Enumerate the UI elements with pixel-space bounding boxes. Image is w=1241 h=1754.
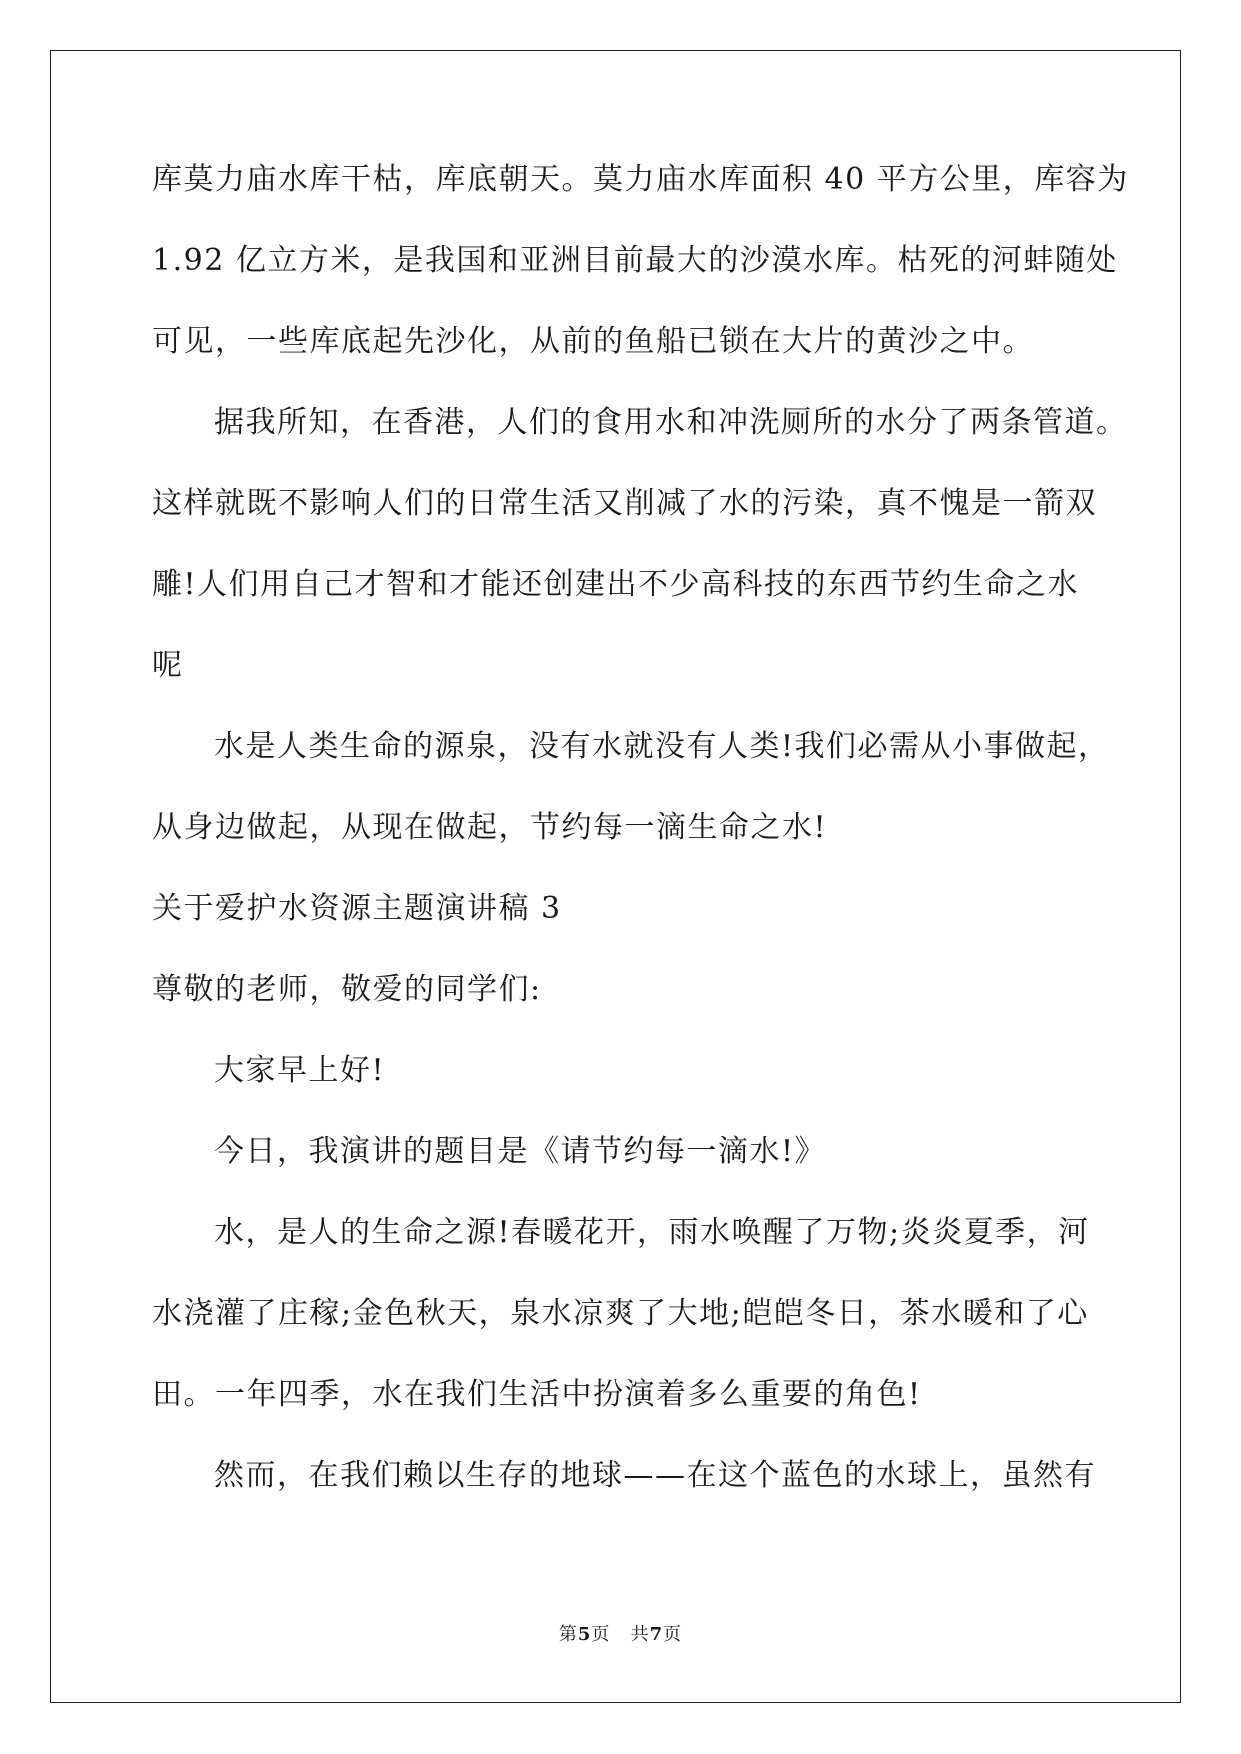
total-suffix: 页 xyxy=(663,1624,683,1645)
paragraph-start-line: 水，是人的生命之源!春暖花开，雨水唤醒了万物;炎炎夏季，河 xyxy=(214,1215,1090,1250)
body-line: 呢 xyxy=(152,648,184,683)
paragraph-start-line: 今日，我演讲的题目是《请节约每一滴水!》 xyxy=(214,1134,827,1169)
total-prefix: 共 xyxy=(630,1624,650,1645)
body-line: 可见，一些库底起先沙化，从前的鱼船已锁在大片的黄沙之中。 xyxy=(152,324,1034,359)
paragraph-start-line: 水是人类生命的源泉，没有水就没有人类!我们必需从小事做起， xyxy=(214,729,1110,764)
greeting-line: 大家早上好! xyxy=(214,1053,386,1088)
page-footer xyxy=(0,1623,1241,1647)
document-body xyxy=(152,160,1129,1537)
page-total: 7 xyxy=(649,1624,664,1645)
page-current: 5 xyxy=(577,1624,592,1645)
paragraph-start-line: 据我所知，在香港，人们的食用水和冲洗厕所的水分了两条管道。 xyxy=(214,405,1128,440)
body-line: 这样就既不影响人们的日常生活又削减了水的污染，真不愧是一箭双 xyxy=(152,486,1097,521)
body-line: 库莫力庙水库干枯，库底朝天。莫力庙水库面积 40 平方公里，库容为 xyxy=(152,162,1129,197)
page-prefix: 第 xyxy=(558,1624,578,1645)
section-heading: 关于爱护水资源主题演讲稿 3 xyxy=(152,891,562,926)
salutation-line: 尊敬的老师，敬爱的同学们: xyxy=(152,972,542,1007)
paragraph-start-line: 然而，在我们赖以生存的地球——在这个蓝色的水球上，虽然有 xyxy=(214,1458,1096,1493)
body-line: 1.92 亿立方米，是我国和亚洲目前最大的沙漠水库。枯死的河蚌随处 xyxy=(152,243,1118,278)
body-line: 田。一年四季，水在我们生活中扮演着多么重要的角色! xyxy=(152,1377,922,1412)
body-line: 从身边做起，从现在做起，节约每一滴生命之水! xyxy=(152,810,828,845)
page-suffix: 页 xyxy=(591,1624,611,1645)
body-line: 水浇灌了庄稼;金色秋天，泉水凉爽了大地;皑皑冬日，茶水暖和了心 xyxy=(152,1296,1089,1331)
body-line: 雕!人们用自己才智和才能还创建出不少高科技的东西节约生命之水 xyxy=(152,567,1080,602)
